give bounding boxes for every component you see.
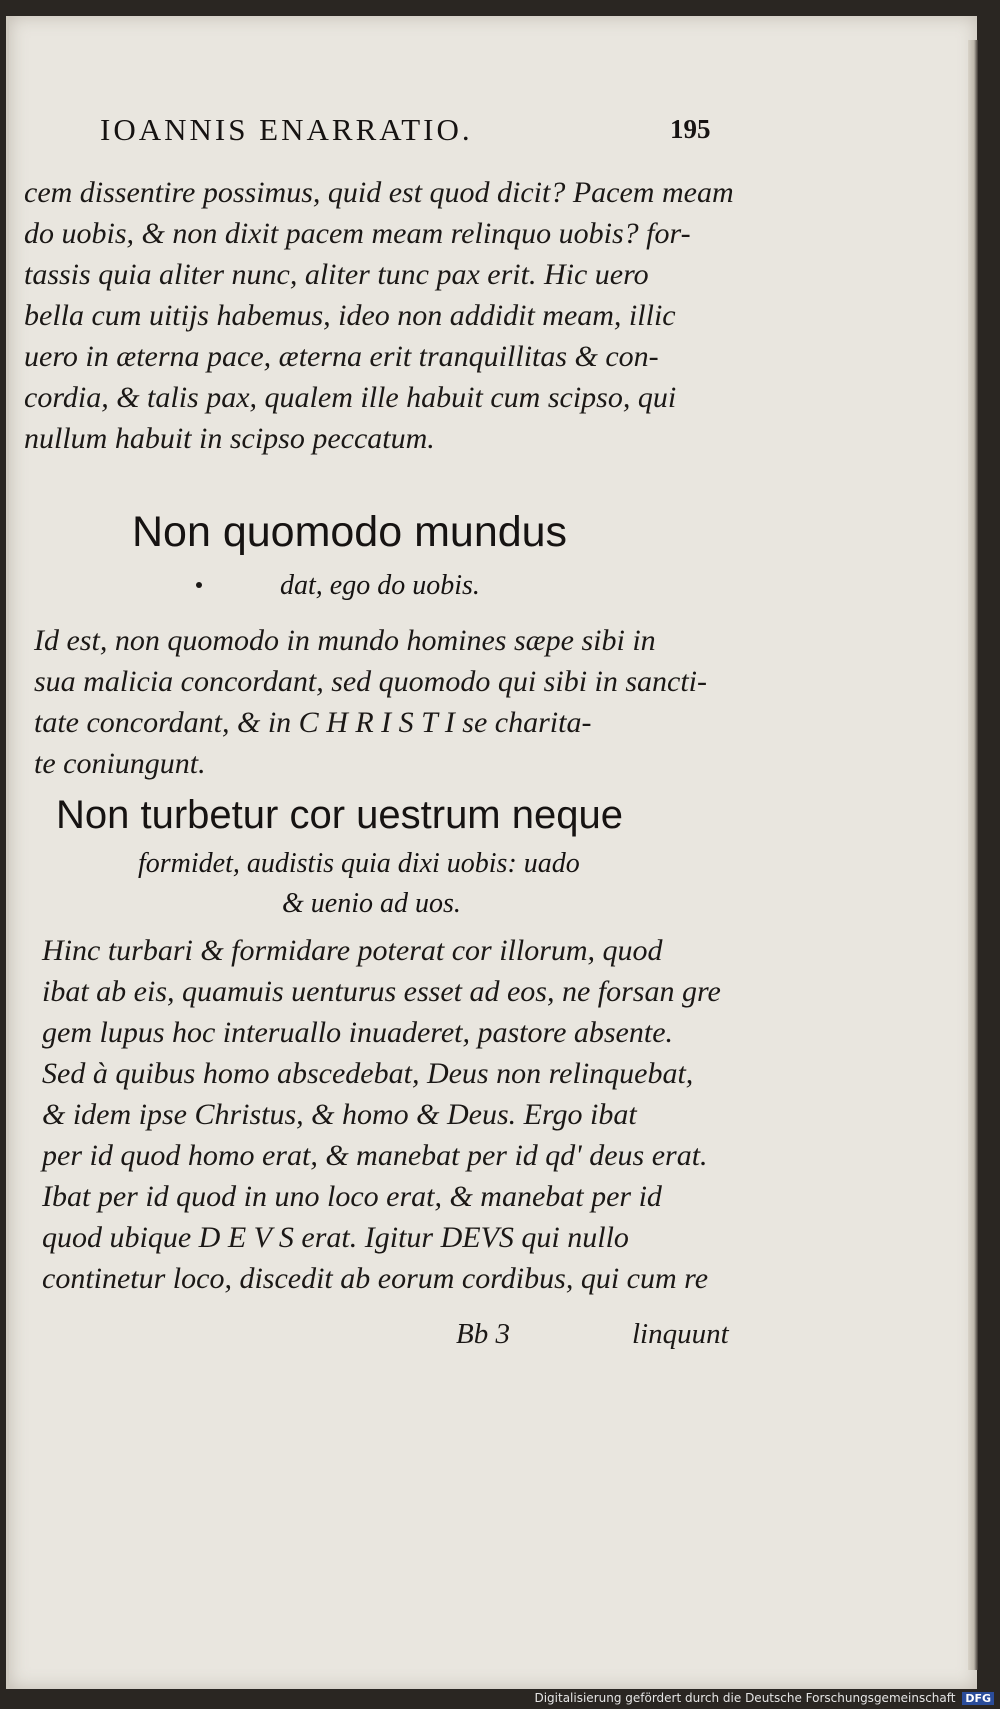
text-line: Hinc turbari & formidare poterat cor illorum, quod	[42, 934, 663, 967]
text-line: nullum habuit in scipso peccatum.	[24, 422, 435, 455]
paragraph-1	[24, 172, 744, 459]
text-line: quod ubique D E V S erat. Igitur DEVS qui nullo	[42, 1221, 629, 1254]
text-line: tate concordant, & in C H R I S T I se charita-	[34, 706, 592, 739]
paragraph-2	[34, 620, 734, 784]
dfg-logo: DFG	[962, 1692, 994, 1705]
lemma-subline: formidet, audistis quia dixi uobis: uado	[138, 848, 580, 879]
text-line: bella cum uitijs habemus, ideo non addidit meam, illic	[24, 299, 676, 332]
text-line: continetur loco, discedit ab eorum cordibus, qui cum re	[42, 1262, 709, 1295]
signature-mark: Bb 3	[456, 1318, 510, 1350]
page-header	[100, 112, 740, 162]
text-line: Id est, non quomodo in mundo homines sæpe sibi in	[34, 624, 656, 657]
text-line: cordia, & talis pax, qualem ille habuit cum scipso, qui	[24, 381, 677, 414]
text-line: & idem ipse Christus, & homo & Deus. Ergo ibat	[42, 1098, 637, 1131]
text-line: Ibat per id quod in uno loco erat, & manebat per id	[42, 1180, 662, 1213]
lemma-heading: Non quomodo mundus	[132, 508, 568, 556]
digitization-credit	[534, 1691, 994, 1705]
folio-number: 195	[670, 114, 711, 144]
ink-dot	[196, 582, 202, 588]
running-title: IOANNIS ENARRATIO.	[100, 112, 473, 147]
text-line: uero in æterna pace, æterna erit tranquillitas & con-	[24, 340, 659, 373]
catchword: linquunt	[632, 1318, 729, 1350]
text-line: sua malicia concordant, sed quomodo qui sibi in sancti-	[34, 665, 708, 698]
paragraph-3	[42, 930, 742, 1299]
lemma-heading: Non turbetur cor uestrum neque	[56, 793, 623, 837]
text-line: tassis quia aliter nunc, aliter tunc pax erit. Hic uero	[24, 258, 649, 291]
text-line: te coniungunt.	[34, 747, 206, 780]
lemma-subline: dat, ego do uobis.	[280, 570, 480, 601]
text-line: cem dissentire possimus, quid est quod dicit? Pacem meam	[24, 176, 734, 209]
credit-text: Digitalisierung gefördert durch die Deutsche Forschungsgemeinschaft	[534, 1691, 956, 1705]
text-line: per id quod homo erat, & manebat per id qd' deus erat.	[42, 1139, 708, 1172]
lemma-subline: & uenio ad uos.	[282, 888, 461, 919]
text-line: gem lupus hoc interuallo inuaderet, pastore absente.	[42, 1016, 674, 1049]
page-edge	[968, 40, 978, 1670]
text-line: Sed à quibus homo abscedebat, Deus non relinquebat,	[42, 1057, 694, 1090]
text-line: do uobis, & non dixit pacem meam relinquo uobis? for-	[24, 217, 691, 250]
text-line: ibat ab eis, quamuis uenturus esset ad eos, ne forsan gre	[42, 975, 721, 1008]
